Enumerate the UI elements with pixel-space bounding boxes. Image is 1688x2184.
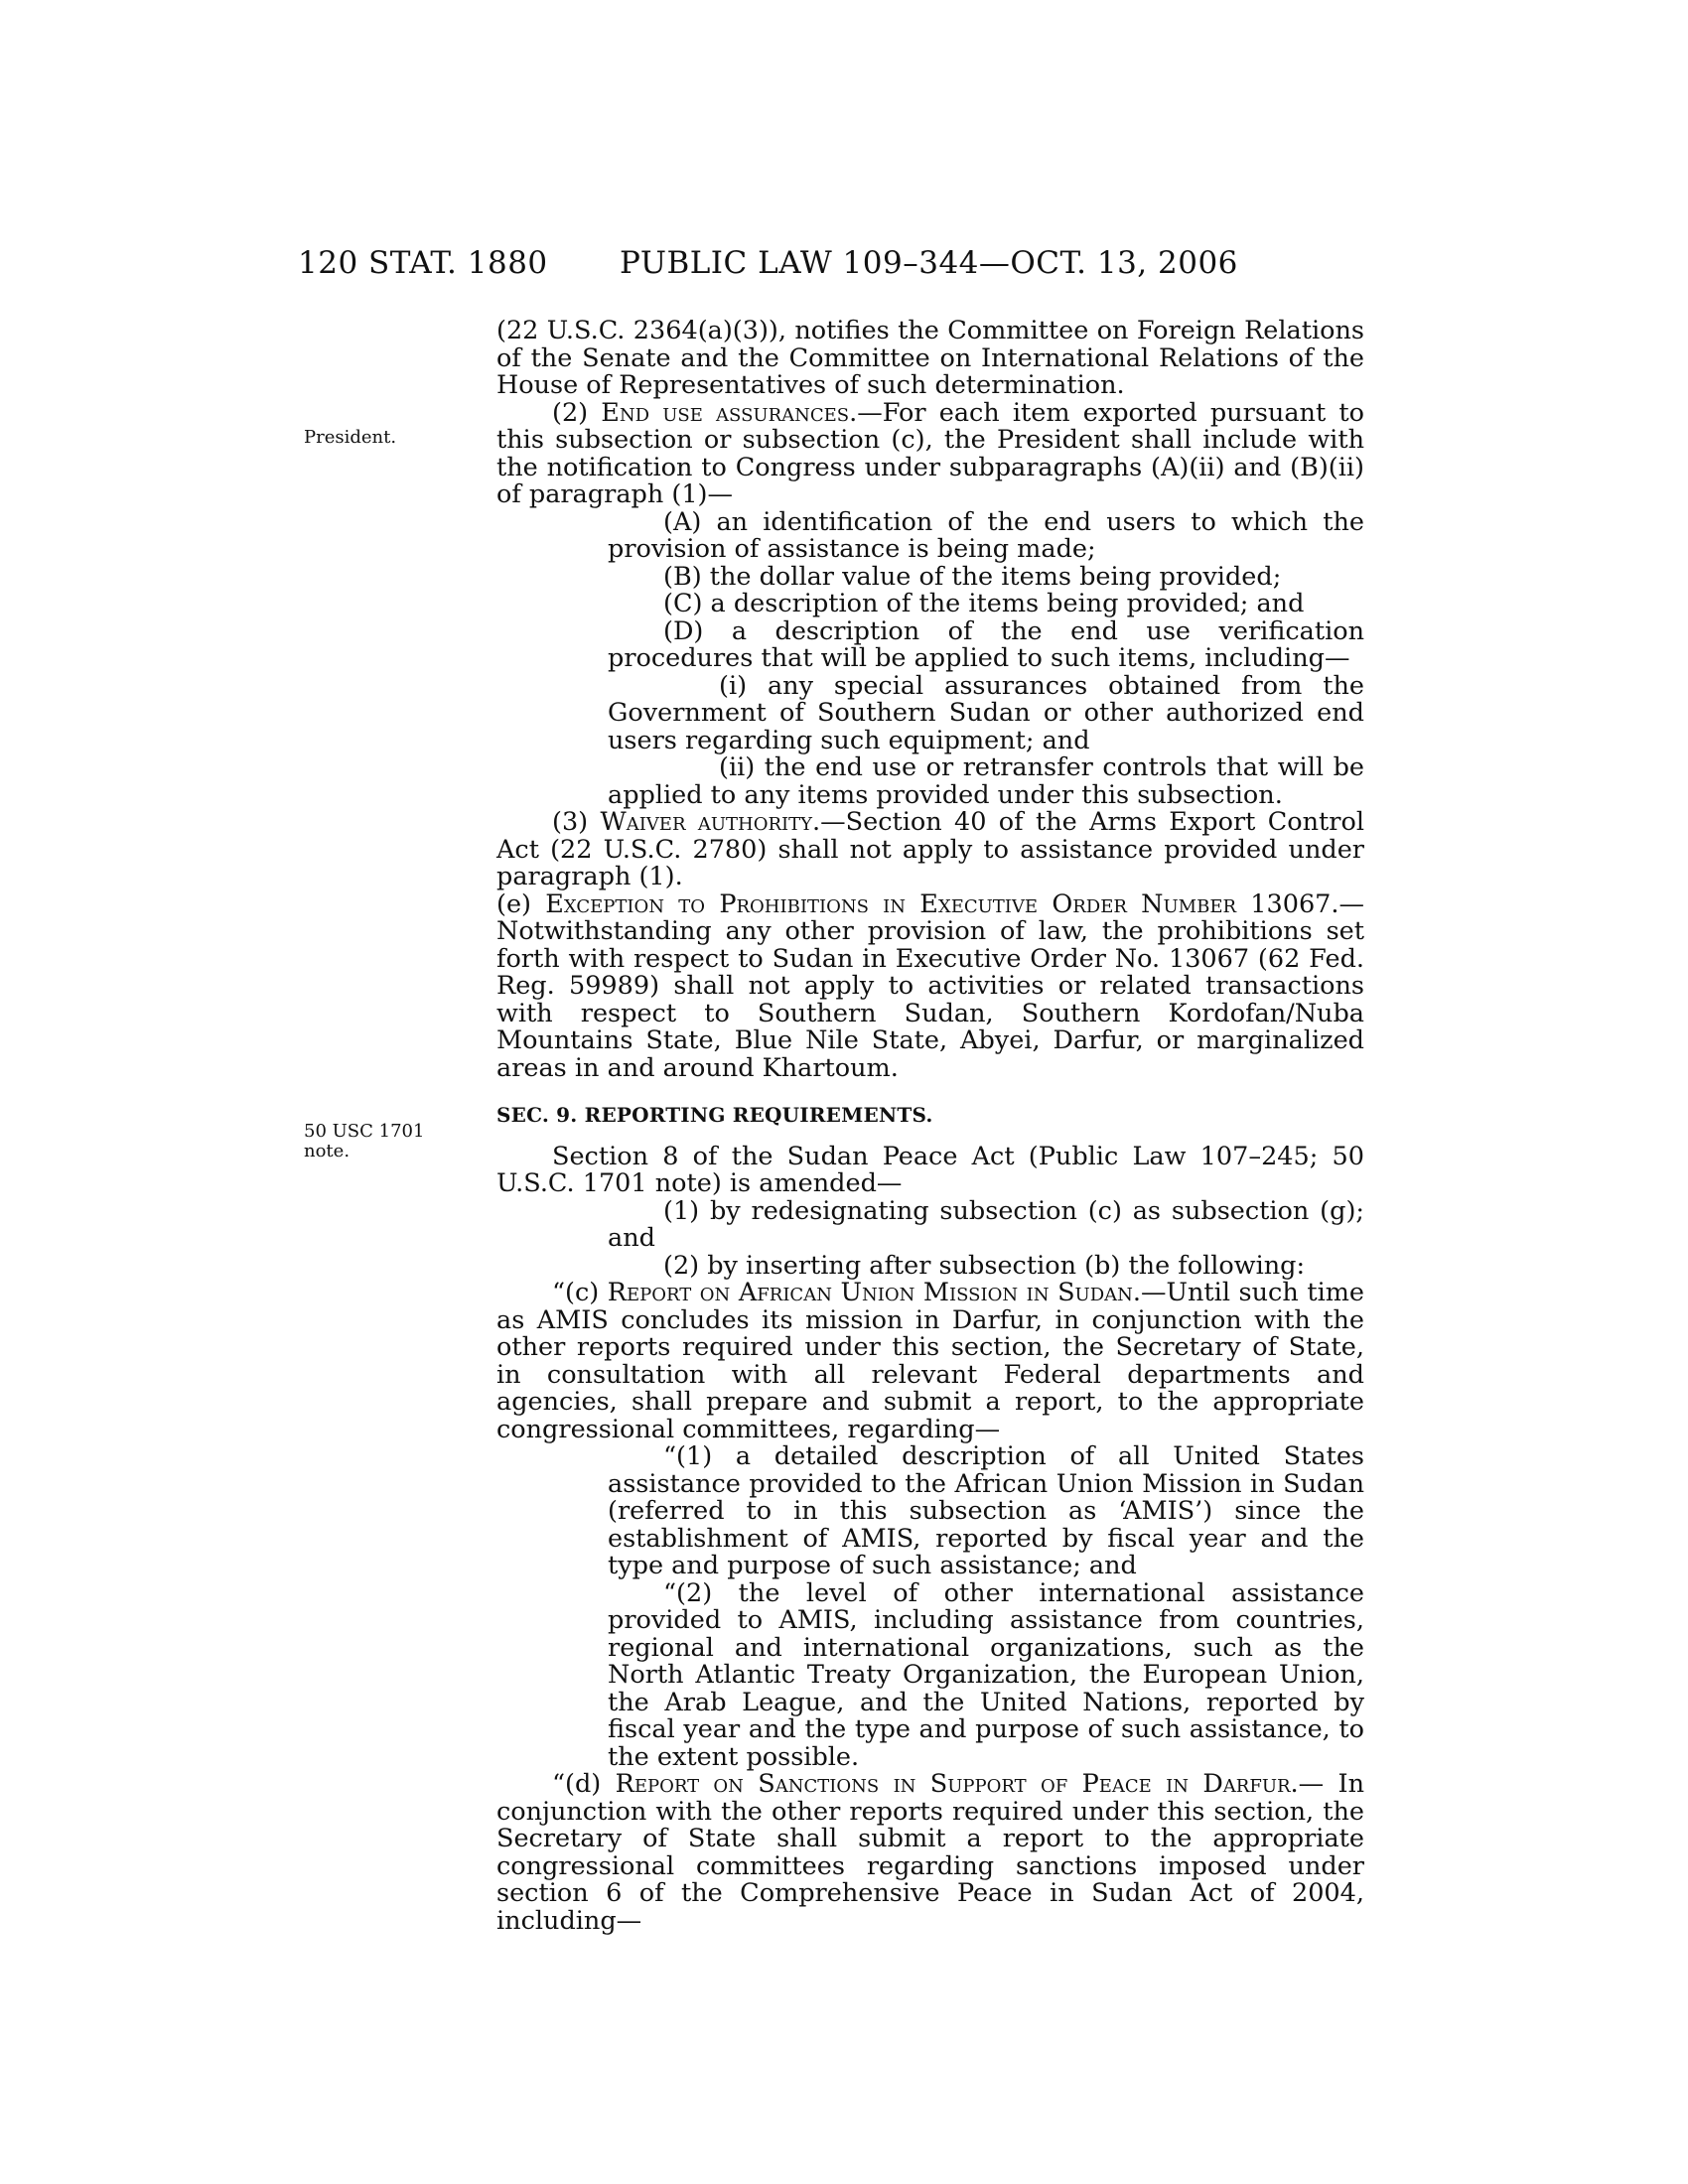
paragraph-heading: End use assurances: [601, 397, 850, 428]
subsection-heading: Report on African Union Mission in Sudan: [607, 1278, 1133, 1307]
paragraph-number: (3): [552, 807, 589, 837]
clause-ii: (ii) the end use or retransfer controls that will be applied to any items provided under this subsection.: [608, 752, 1364, 810]
subparagraph-b: (B) the dollar value of the items being provided;: [663, 561, 1282, 592]
subsection-number: “(c): [552, 1278, 600, 1307]
subsection-c-amis-report: [496, 1280, 1364, 1443]
subsection-d-sanctions-report: [496, 1771, 1364, 1935]
statute-body: [496, 318, 1364, 1935]
paragraph-2-end-use-assurances: [496, 397, 1364, 509]
subsection-number: (e): [496, 888, 531, 919]
subparagraph-a: (A) an identification of the end users to which the provision of assistance is being made;: [608, 506, 1364, 564]
subparagraph-c: (C) a description of the items being provided; and: [663, 589, 1305, 618]
statute-page-number: 120 STAT. 1880: [298, 245, 548, 281]
subsection-c-item-1: “(1) a detailed description of all United States assistance provided to the African Union Mission in Sudan (referred to in this subsection as ‘AMIS’) since the establishment of AMIS, reported by fiscal year and the type and purpose of such assistance; and: [608, 1441, 1364, 1580]
section-9-heading: SEC. 9. REPORTING REQUIREMENTS.: [496, 1103, 933, 1127]
section-9-item-2: (2) by inserting after subsection (b) the following:: [663, 1250, 1306, 1281]
subsection-number: “(d): [552, 1769, 602, 1799]
subsection-e-exception: [496, 888, 1365, 1083]
page-title: PUBLIC LAW 109–344—OCT. 13, 2006: [620, 245, 1238, 281]
paragraph-text: .—Section 40 of the Arms Export Control Act (22 U.S.C. 2780) shall not apply to assistance provided under paragraph (1).: [496, 807, 1364, 891]
margin-note-usc-line2: note.: [304, 1141, 351, 1161]
paragraph-heading: Waiver authority: [600, 807, 813, 837]
paragraph-text: .—For each item exported pursuant to this subsection or subsection (c), the President shall include with the notification to Congress under subparagraphs (A)(ii) and (B)(ii) of paragraph (1)—: [496, 397, 1364, 509]
paragraph-number: (2): [552, 397, 589, 428]
margin-note-usc-line1: 50 USC 1701: [304, 1121, 425, 1142]
subsection-heading: Report on Sanctions in Support of Peace in Darfur: [615, 1769, 1291, 1799]
clause-i: (i) any special assurances obtained from the Government of Southern Sudan or other authorized end users regarding such equipment; and: [608, 670, 1364, 755]
paragraph-continuation: (22 U.S.C. 2364(a)(3)), notifies the Committee on Foreign Relations of the Senate and the Committee on International Relations of the House of Representatives of such determination.: [496, 316, 1364, 400]
subsection-heading: Exception to Prohibitions in Executive Order Number: [545, 888, 1237, 919]
subsection-text: .— In conjunction with the other reports required under this section, the Secretary of State shall submit a report to the appropriate congressional committees regarding sanctions imposed under section 6 of the Comprehensive Peace in Sudan Act of 2004, including—: [496, 1769, 1364, 1936]
subsection-c-item-2: “(2) the level of other international assistance provided to AMIS, including assistance from countries, regional and international organizations, such as the North Atlantic Treaty Organization, the European Union, the Arab League, and the United Nations, reported by fiscal year and the type and purpose of such assistance, to the extent possible.: [608, 1577, 1364, 1772]
section-9-intro: Section 8 of the Sudan Peace Act (Public Law 107–245; 50 U.S.C. 1701 note) is amended—: [496, 1141, 1364, 1198]
paragraph-3-waiver-authority: [496, 809, 1364, 891]
margin-note-usc: [304, 1122, 463, 1161]
section-9-item-1: (1) by redesignating subsection (c) as subsection (g); and: [608, 1195, 1364, 1253]
subsection-text: .—Until such time as AMIS concludes its mission in Darfur, in conjunction with the other reports required under this section, the Secretary of State, in consultation with all relevant Federal departments and agencies, shall prepare and submit a report, to the appropriate congressional committees, regarding—: [496, 1278, 1364, 1444]
subsection-text: 13067.—Notwithstanding any other provision of law, the prohibitions set forth with respect to Sudan in Executive Order No. 13067 (62 Fed. Reg. 59989) shall not apply to activities or related transactions with respect to Southern Sudan, Southern Kordofan/Nuba Mountains State, Blue Nile State, Abyei, Darfur, or marginalized areas in and around Khartoum.: [496, 888, 1365, 1083]
subparagraph-d: (D) a description of the end use verification procedures that will be applied to such items, including—: [608, 615, 1364, 673]
margin-note-president: President.: [304, 427, 397, 448]
